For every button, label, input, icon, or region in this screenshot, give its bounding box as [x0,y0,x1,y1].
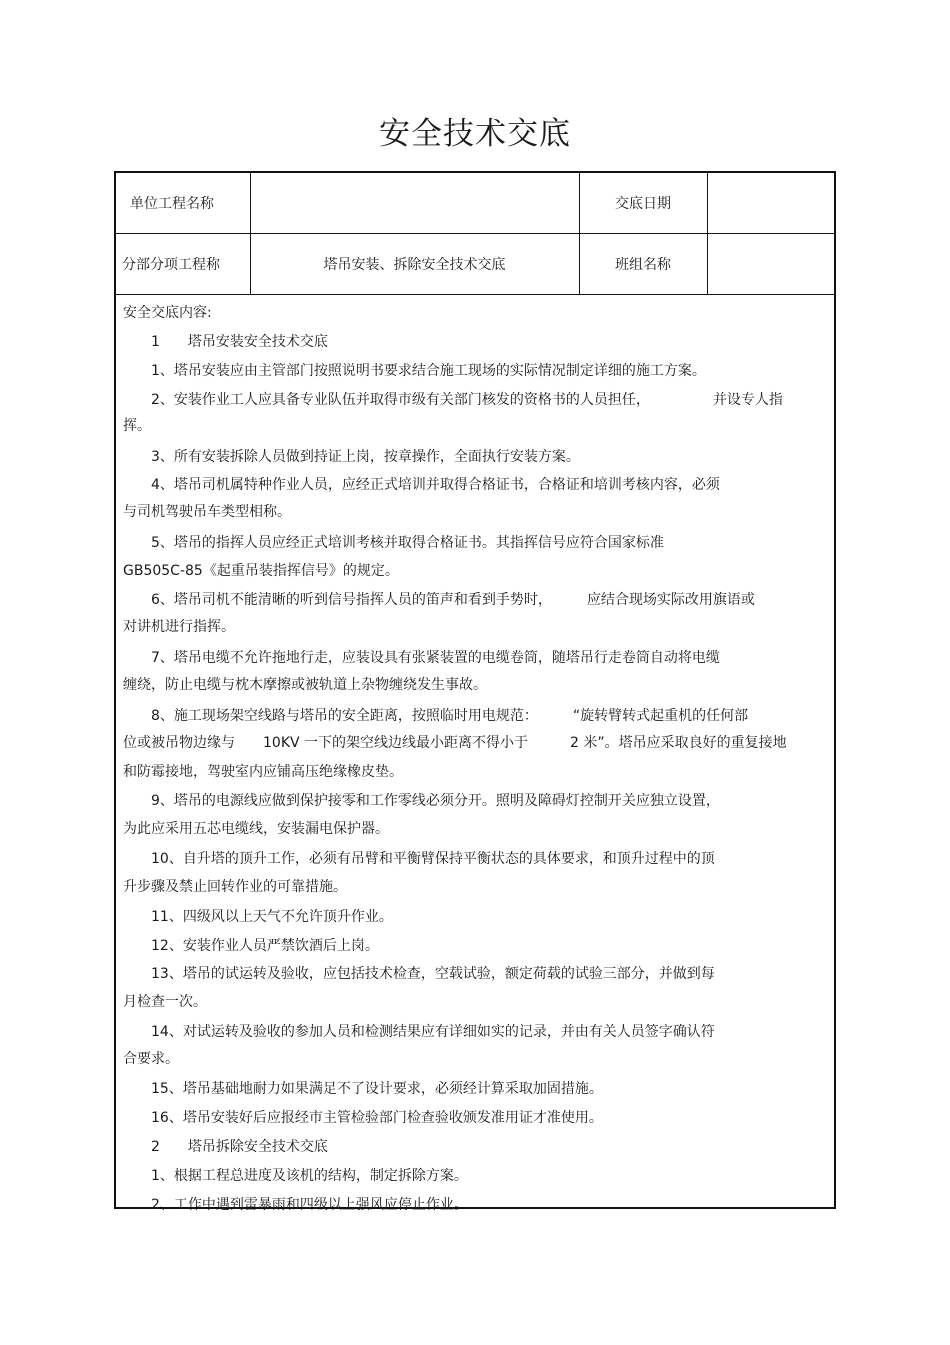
section-heading: 2 塔吊拆除安全技术交底 [123,1139,328,1155]
row-divider-2 [116,294,834,295]
team-label: 班组名称 [615,257,671,273]
content-line: 11、四级风以上天气不允许顶升作业。 [123,909,393,925]
content-line: 15、塔吊基础地耐力如果满足不了设计要求，必须经计算采取加固措施。 [123,1081,603,1097]
content-line: 1、塔吊安装应由主管部门按照说明书要求结合施工现场的实际情况制定详细的施工方案。 [123,363,706,379]
team-value [716,234,826,294]
content-line: 和防霉接地，驾驶室内应铺高压绝缘橡皮垫。 [123,764,403,780]
content-heading: 安全交底内容: [123,305,212,321]
content-line: 对讲机进行指挥。 [123,619,235,635]
section-heading: 1 塔吊安装安全技术交底 [123,334,328,350]
content-line: 14、对试运转及验收的参加人员和检测结果应有详细如实的记录，并由有关人员签字确认符 [123,1024,715,1040]
sub-project-value: 塔吊安装、拆除安全技术交底 [323,257,506,273]
content-line: 7、塔吊电缆不允许拖地行走，应装设具有张紧装置的电缆卷筒，随塔吊行走卷筒自动将电缆 [123,650,720,666]
content-line: 位或被吊物边缘与 10KV 一下的架空线边线最小距离不得小于 2 米”。塔吊应采取良好的重复接地 [123,735,787,751]
content-line: 9、塔吊的电源线应做到保护接零和工作零线必须分开。照明及障碍灯控制开关应独立设置， [123,793,720,809]
content-line: 与司机驾驶吊车类型相称。 [123,504,291,520]
sub-project-label: 分部分项工程称 [122,257,220,273]
content-line: 16、塔吊安装好后应报经市主管检验部门检查验收颁发准用证才准使用。 [123,1110,603,1126]
content-line: 升步骤及禁止回转作业的可靠措施。 [123,879,347,895]
content-line: GB505C-85《起重吊装指挥信号》的规定。 [123,563,399,579]
date-label: 交底日期 [615,196,671,212]
content-line: 13、塔吊的试运转及验收，应包括技术检查，空载试验，额定荷载的试验三部分，并做到每 [123,966,715,982]
content-line: 3、所有安装拆除人员做到持证上岗，按章操作，全面执行安装方案。 [123,449,580,465]
unit-name-value [260,173,570,233]
content-line: 10、自升塔的顶升工作，必须有吊臂和平衡臂保持平衡状态的具体要求，和顶升过程中的顶 [123,851,715,867]
content-line: 为此应采用五芯电缆线，安装漏电保护器。 [123,821,389,837]
content-line: 合要求。 [123,1051,179,1067]
content-line: 12、安装作业人员严禁饮酒后上岗。 [123,938,379,954]
content-line: 缠绕，防止电缆与枕木摩擦或被轨道上杂物缠绕发生事故。 [123,677,487,693]
col-divider-3 [707,173,708,294]
content-line: 挥。 [123,418,151,434]
content-line: 2、安装作业工人应具备专业队伍并取得市级有关部门核发的资格书的人员担任， 并设专人指 [123,392,783,408]
page-title: 安全技术交底 [379,116,571,152]
content-line: 4、塔吊司机属特种作业人员，应经正式培训并取得合格证书，合格证和培训考核内容，必须 [123,477,720,493]
content-line: 6、塔吊司机不能清晰的听到信号指挥人员的笛声和看到手势时， 应结合现场实际改用旗语或 [123,592,755,608]
disclosure-table [114,171,836,1213]
content-line: 月检查一次。 [123,994,207,1010]
content-line: 1、根据工程总进度及该机的结构，制定拆除方案。 [123,1168,468,1184]
content-line: 2、工作中遇到雷暴雨和四级以上强风应停止作业。 [123,1197,468,1213]
date-value [716,173,826,233]
content-line: 5、塔吊的指挥人员应经正式培训考核并取得合格证书。其指挥信号应符合国家标准 [123,535,664,551]
unit-name-label: 单位工程名称 [130,196,214,212]
content-line: 8、施工现场架空线路与塔吊的安全距离，按照临时用电规范： “旋转臂转式起重机的任何部 [123,708,749,724]
